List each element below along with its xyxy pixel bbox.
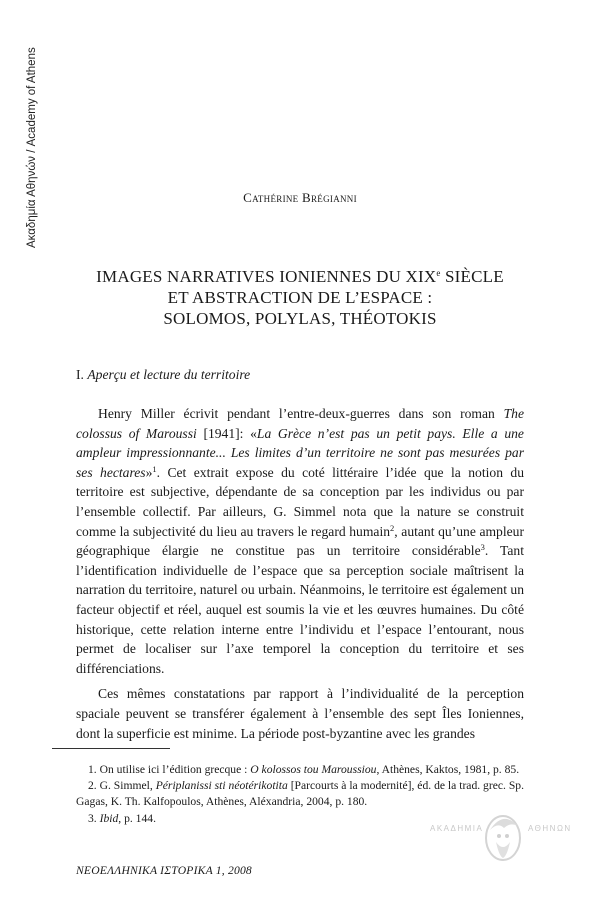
- footnote-ref-3[interactable]: 3: [480, 542, 485, 553]
- academy-watermark: [430, 808, 580, 868]
- archive-stamp: Ακαδημία Αθηνών / Academy of Athens: [26, 47, 38, 248]
- section-heading: I. Aperçu et lecture du territoire: [76, 367, 251, 382]
- journal-footer: ΝΕΟΕΛΛΗΝΙΚΑ ΙΣΤΟΡΙΚΑ 1, 2008: [76, 864, 252, 877]
- watermark-left-text: ΑΚΑΔΗΜΙΑ: [430, 824, 484, 833]
- footnote-ref-2[interactable]: 2: [390, 522, 395, 533]
- title-line-3: SOLOMOS, POLYLAS, THÉOTOKIS: [163, 309, 437, 328]
- paragraph-1: Henry Miller écrivit pendant l’entre-deux-guerres dans son roman The colossus of Maroussi [1941]: «La Grèce n’est pas un petit pays. Elle a une ampleur impressionnante... Les limites d’un territoire ne sont pas mesurées par ses hectares»$^1$. Cet extrait expose du coté littéraire l’idée que la notion du territoire est subjective, dépendante de sa conception par les individus ou par l’ensemble collectif. Par ailleurs, G. Simmel nota que la nature se construit comme la subjectivité du lieu au travers le regard humain$^2$, autant qu’une ampleur géographique élargie ne constitue pas un territoire considérable$^3$. Tant l’identification individuelle de l’espace que sa perception sociale maîtrisent la narration du territoire, naturel ou urbain. Néanmoins, le territoire est également un facteur objectif et réel, auquel est soumis la vie et les œuvres humaines. Du côté historique, cette relation interne entre l’individu et l’espace l’entourant, nous permet de localiser sur l’axe temporel la conception du territoire et ses différenciations.: [76, 406, 525, 676]
- author-name: Cathérine Brégianni: [243, 190, 357, 205]
- paragraph-2: Ces mêmes constatations par rapport à l’individualité de la perception spaciale peuvent se transférer également à l’ensemble des sept Îles Ioniennes, dont la superficie est minime. La période post-byzantine avec les grandes: [76, 686, 524, 741]
- footnote-1: 1. On utilise ici l’édition grecque : O kolossos tou Maroussiou, Athènes, Kaktos, 1981, p. 85.: [88, 763, 520, 776]
- watermark-right-text: ΑΘΗΝΩΝ: [528, 824, 572, 833]
- article-body: [76, 404, 524, 743]
- footnote-ref-1[interactable]: 1: [152, 463, 157, 474]
- title-line-2: ET ABSTRACTION DE L’ESPACE :: [167, 288, 433, 307]
- athena-head-icon: [480, 808, 526, 864]
- article-title: [40, 263, 560, 329]
- footnote-3: 3. Ibid, p. 144.: [88, 811, 156, 825]
- footnote-divider: [52, 748, 170, 749]
- footnote-2: 2. G. Simmel, Périplanissi sti néotérikotita [Parcourts à la modernité], éd. de la trad. grec. Sp. Gagas, K. Th. Kalfopoulos, Athènes, Aléxandria, 2004, p. 180.: [76, 779, 524, 809]
- title-line-1: IMAGES NARRATIVES IONIENNES DU XIXe SIÈCLE: [96, 267, 504, 286]
